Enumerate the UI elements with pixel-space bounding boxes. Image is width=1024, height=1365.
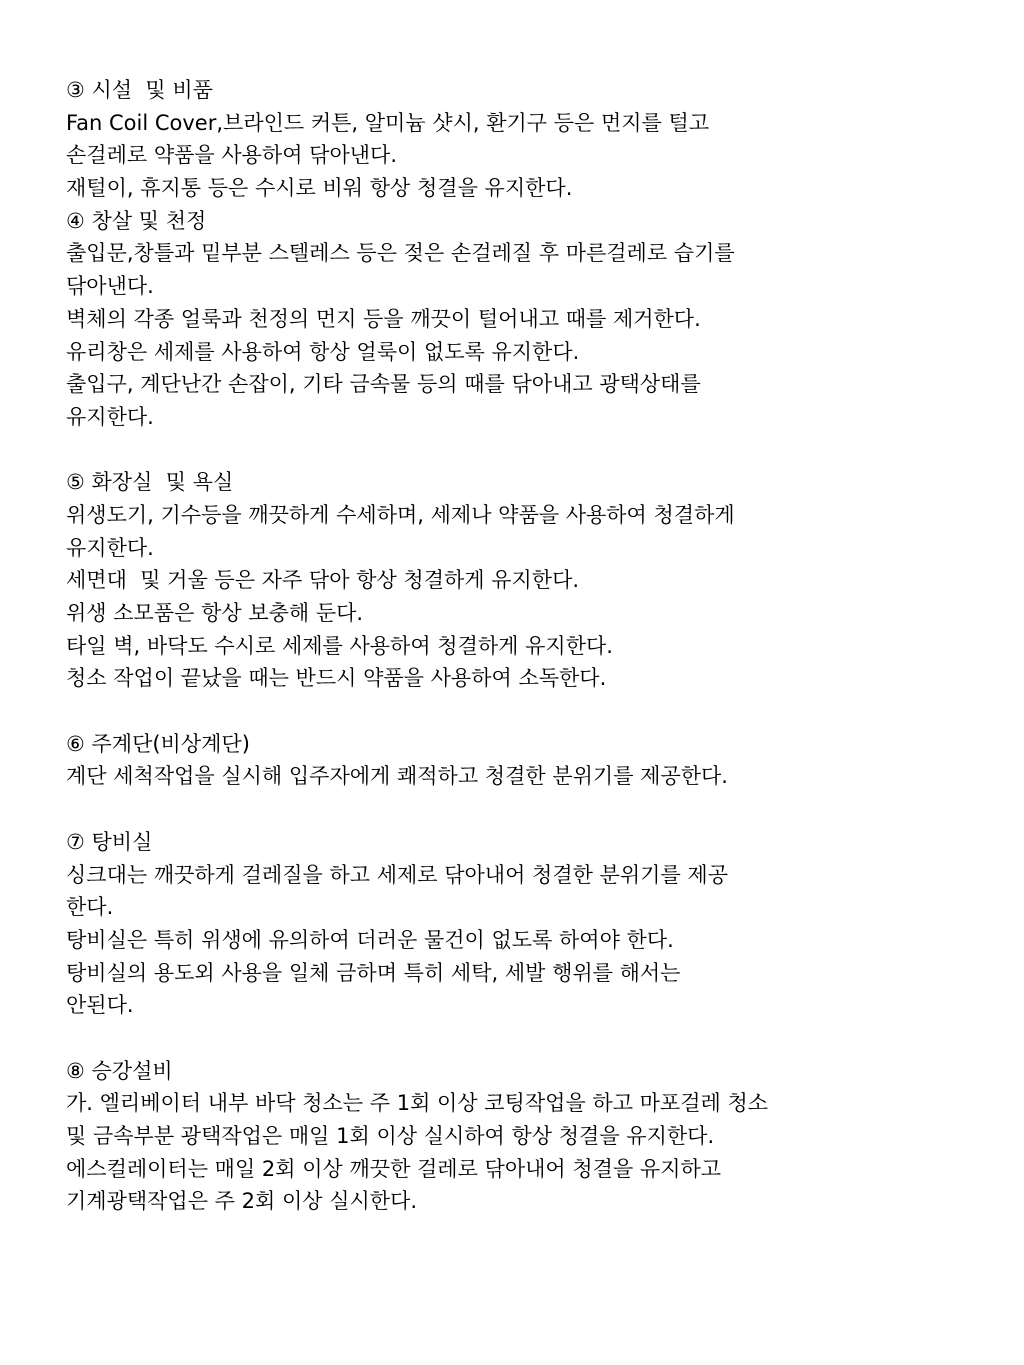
text-line: Fan Coil Cover,브라인드 커튼, 알미늄 샷시, 환기구 등은 먼지를 털고	[66, 110, 710, 135]
section-heading: ⑤ 화장실 및 욕실	[66, 470, 234, 495]
text-line: 출입구, 계단난간 손잡이, 기타 금속물 등의 때를 닦아내고 광택상태를	[66, 372, 701, 397]
text-line: 탕비실의 용도외 사용을 일체 금하며 특히 세탁, 세발 행위를 해서는	[66, 960, 681, 985]
text-line: 위생도기, 기수등을 깨끗하게 수세하며, 세제나 약품을 사용하여 청결하게	[66, 502, 735, 527]
blank-line	[66, 434, 966, 467]
text-line: 에스컬레이터는 매일 2회 이상 깨끗한 걸레로 닦아내어 청결을 유지하고	[66, 1156, 722, 1181]
section-pantry	[66, 826, 966, 1022]
section-main-stairs	[66, 728, 966, 793]
text-line: 청소 작업이 끝났을 때는 반드시 약품을 사용하여 소독한다.	[66, 666, 607, 691]
section-windows-ceiling	[66, 205, 966, 434]
text-line: 유지한다.	[66, 404, 154, 429]
section-elevators	[66, 1055, 966, 1218]
text-line: 닦아낸다.	[66, 274, 154, 299]
text-line: 탕비실은 특히 위생에 유의하여 더러운 물건이 없도록 하여야 한다.	[66, 927, 674, 952]
section-facilities	[66, 74, 966, 205]
text-line: 안된다.	[66, 993, 134, 1018]
text-line: 유리창은 세제를 사용하여 항상 얼룩이 없도록 유지한다.	[66, 339, 580, 364]
text-line: 유지한다.	[66, 535, 154, 560]
text-line: 싱크대는 깨끗하게 걸레질을 하고 세제로 닦아내어 청결한 분위기를 제공	[66, 862, 728, 887]
section-heading: ③ 시설 및 비품	[66, 78, 213, 102]
text-line: 한다.	[66, 895, 114, 920]
blank-line	[66, 793, 966, 826]
text-line: 및 금속부분 광택작업은 매일 1회 이상 실시하여 항상 청결을 유지한다.	[66, 1124, 715, 1148]
text-line: 기계광택작업은 주 2회 이상 실시한다.	[66, 1189, 418, 1214]
text-line: 위생 소모품은 항상 보충해 둔다.	[66, 601, 364, 625]
document-body	[66, 74, 966, 1218]
text-line: 가. 엘리베이터 내부 바닥 청소는 주 1회 이상 코팅작업을 하고 마포걸레 청소	[66, 1091, 769, 1116]
text-line: 손걸레로 약품을 사용하여 닦아낸다.	[66, 143, 397, 168]
section-heading: ⑥ 주계단(비상계단)	[66, 731, 250, 756]
text-line: 세면대 및 거울 등은 자주 닦아 항상 청결하게 유지한다.	[66, 568, 580, 593]
text-line: 타일 벽, 바닥도 수시로 세제를 사용하여 청결하게 유지한다.	[66, 633, 613, 658]
text-line: 재털이, 휴지통 등은 수시로 비워 항상 청결을 유지한다.	[66, 176, 573, 201]
section-restroom	[66, 466, 966, 695]
text-line: 계단 세척작업을 실시해 입주자에게 쾌적하고 청결한 분위기를 제공한다.	[66, 764, 728, 789]
text-line: 벽체의 각종 얼룩과 천정의 먼지 등을 깨끗이 털어내고 때를 제거한다.	[66, 306, 701, 331]
section-heading: ⑦ 탕비실	[66, 829, 153, 854]
section-heading: ④ 창살 및 천정	[66, 208, 207, 233]
blank-line	[66, 695, 966, 728]
blank-line	[66, 1022, 966, 1055]
section-heading: ⑧ 승강설비	[66, 1058, 173, 1083]
text-line: 출입문,창틀과 밑부분 스텔레스 등은 젖은 손걸레질 후 마른걸레로 습기를	[66, 241, 735, 266]
